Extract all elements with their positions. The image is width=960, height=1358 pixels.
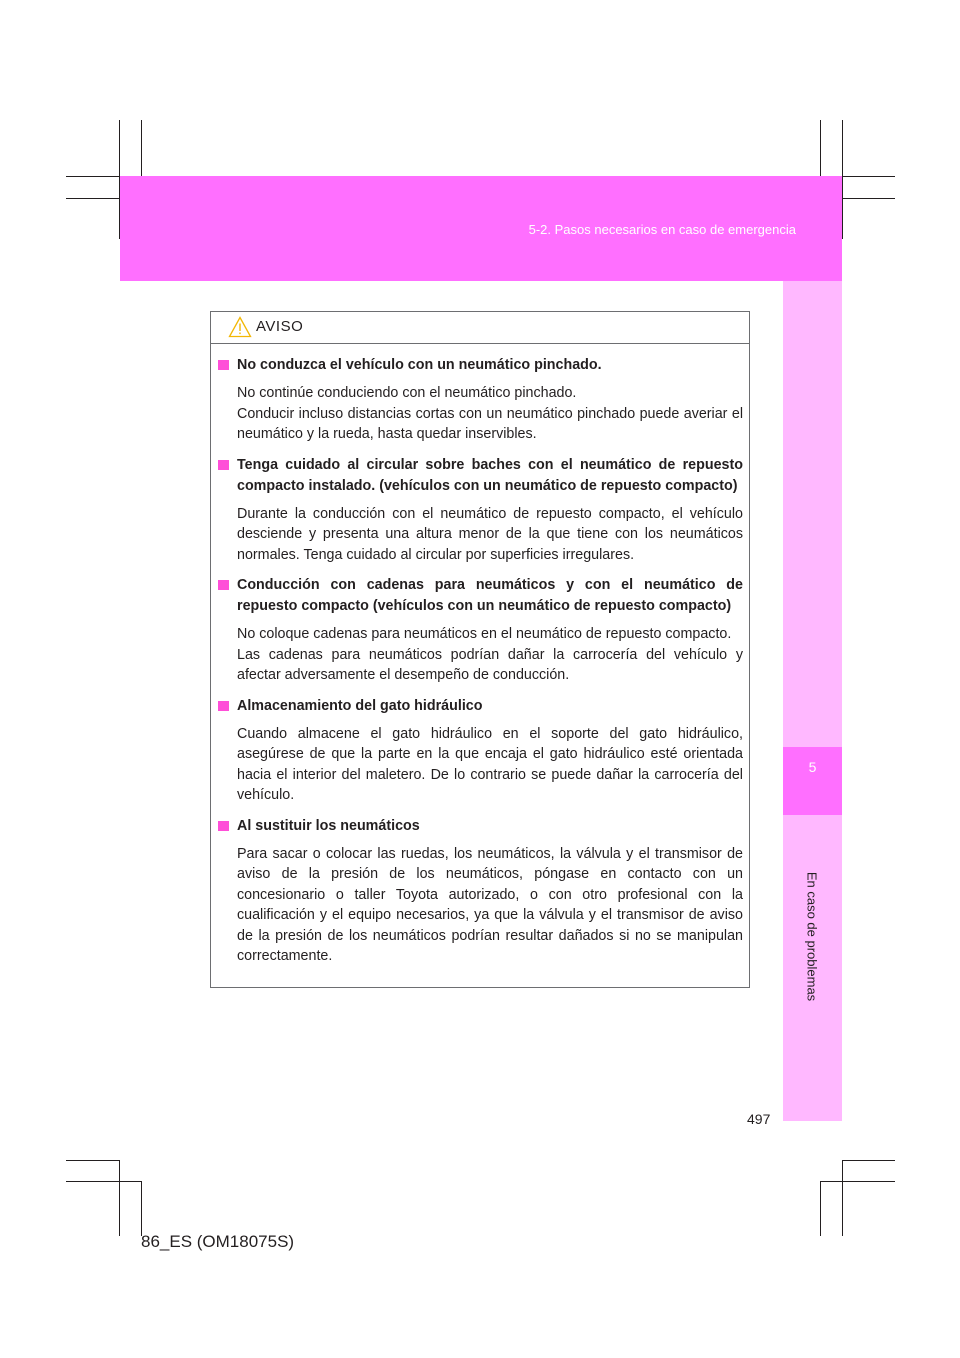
square-bullet-icon — [218, 821, 229, 831]
item-paragraph: No continúe conduciendo con el neumático pinchado. — [237, 385, 577, 401]
warning-title: AVISO — [256, 318, 304, 335]
chapter-label: En caso de problemas — [804, 871, 820, 1002]
square-bullet-icon — [218, 580, 229, 590]
section-title: 5-2. Pasos necesarios en caso de emergencia — [528, 222, 796, 237]
item-body — [237, 504, 743, 566]
warning-content — [211, 344, 749, 967]
header-band — [120, 176, 842, 281]
chapter-number-block — [783, 747, 842, 815]
page-number: 497 — [747, 1111, 771, 1127]
crop-mark — [66, 1181, 142, 1182]
crop-mark — [820, 1181, 821, 1236]
square-bullet-icon — [218, 701, 229, 711]
item-title: Al sustituir los neumáticos — [237, 817, 420, 834]
square-bullet-icon — [218, 460, 229, 470]
item-body — [237, 624, 743, 686]
item-body — [237, 383, 743, 445]
chapter-side-tab — [783, 281, 842, 1121]
crop-mark — [842, 1160, 843, 1236]
chapter-number: 5 — [808, 759, 817, 775]
warning-item — [218, 696, 743, 806]
item-paragraph: Las cadenas para neumáticos podrían dañar la carrocería del vehículo y afectar adversamente el desempeño de conducción. — [237, 646, 743, 683]
warning-triangle-icon — [228, 316, 252, 338]
item-title: Conducción con cadenas para neumáticos y con el neumático de repuesto compacto (vehículos con un neumático de repuesto compacto) — [237, 577, 743, 614]
item-body — [237, 844, 743, 967]
item-heading — [218, 455, 743, 497]
item-paragraph: Para sacar o colocar las ruedas, los neumáticos, la válvula y el transmisor de aviso de la presión de los neumáticos, póngase en contacto con un concesionario o taller Toyota autorizado, o con otro profesional con la cualificación y el equipo necesarios, ya que la válvula y el transmisor de aviso de la presión de los neumáticos podrían resultar dañados si no se manipulan correctamente. — [237, 845, 743, 964]
warning-item — [218, 455, 743, 566]
crop-mark — [842, 120, 843, 239]
crop-mark — [842, 198, 895, 199]
item-title: Tenga cuidado al circular sobre baches con el neumático de repuesto compacto instalado. (vehículos con un neumático de repuesto compacto) — [237, 456, 743, 494]
warning-item — [218, 816, 743, 967]
item-paragraph: Conducir incluso distancias cortas con un neumático pinchado puede averiar el neumático y la rueda, hasta quedar inservibles. — [237, 405, 743, 442]
crop-mark — [119, 1160, 120, 1236]
crop-mark — [842, 1160, 895, 1161]
warning-item — [218, 575, 743, 686]
crop-mark — [66, 1160, 120, 1161]
item-heading — [218, 575, 743, 617]
warning-header — [211, 312, 749, 344]
crop-mark — [141, 1181, 142, 1236]
crop-mark — [820, 1181, 895, 1182]
crop-mark — [66, 198, 120, 199]
item-heading — [218, 816, 743, 837]
item-heading — [218, 355, 743, 376]
square-bullet-icon — [218, 360, 229, 370]
item-title: No conduzca el vehículo con un neumático pinchado. — [237, 357, 602, 373]
item-paragraph: Cuando almacene el gato hidráulico en el soporte del gato hidráulico, asegúrese de que la parte en la que encaja el gato hidráulico esté orientada hacia el interior del maletero. De lo contrario se puede dañar la carrocería del vehículo. — [237, 725, 743, 803]
item-body — [237, 724, 743, 806]
item-paragraph: No coloque cadenas para neumáticos en el neumático de repuesto compacto. — [237, 626, 732, 642]
warning-box — [210, 311, 750, 988]
document-code: 86_ES (OM18075S) — [141, 1232, 295, 1251]
warning-item — [218, 355, 743, 445]
item-paragraph: Durante la conducción con el neumático de repuesto compacto, el vehículo desciende y presenta una altura menor de la que tiene con los neumáticos normales. Tenga cuidado al circular por superficies irregulares. — [237, 505, 743, 563]
item-title: Almacenamiento del gato hidráulico — [237, 697, 483, 714]
item-heading — [218, 696, 743, 717]
